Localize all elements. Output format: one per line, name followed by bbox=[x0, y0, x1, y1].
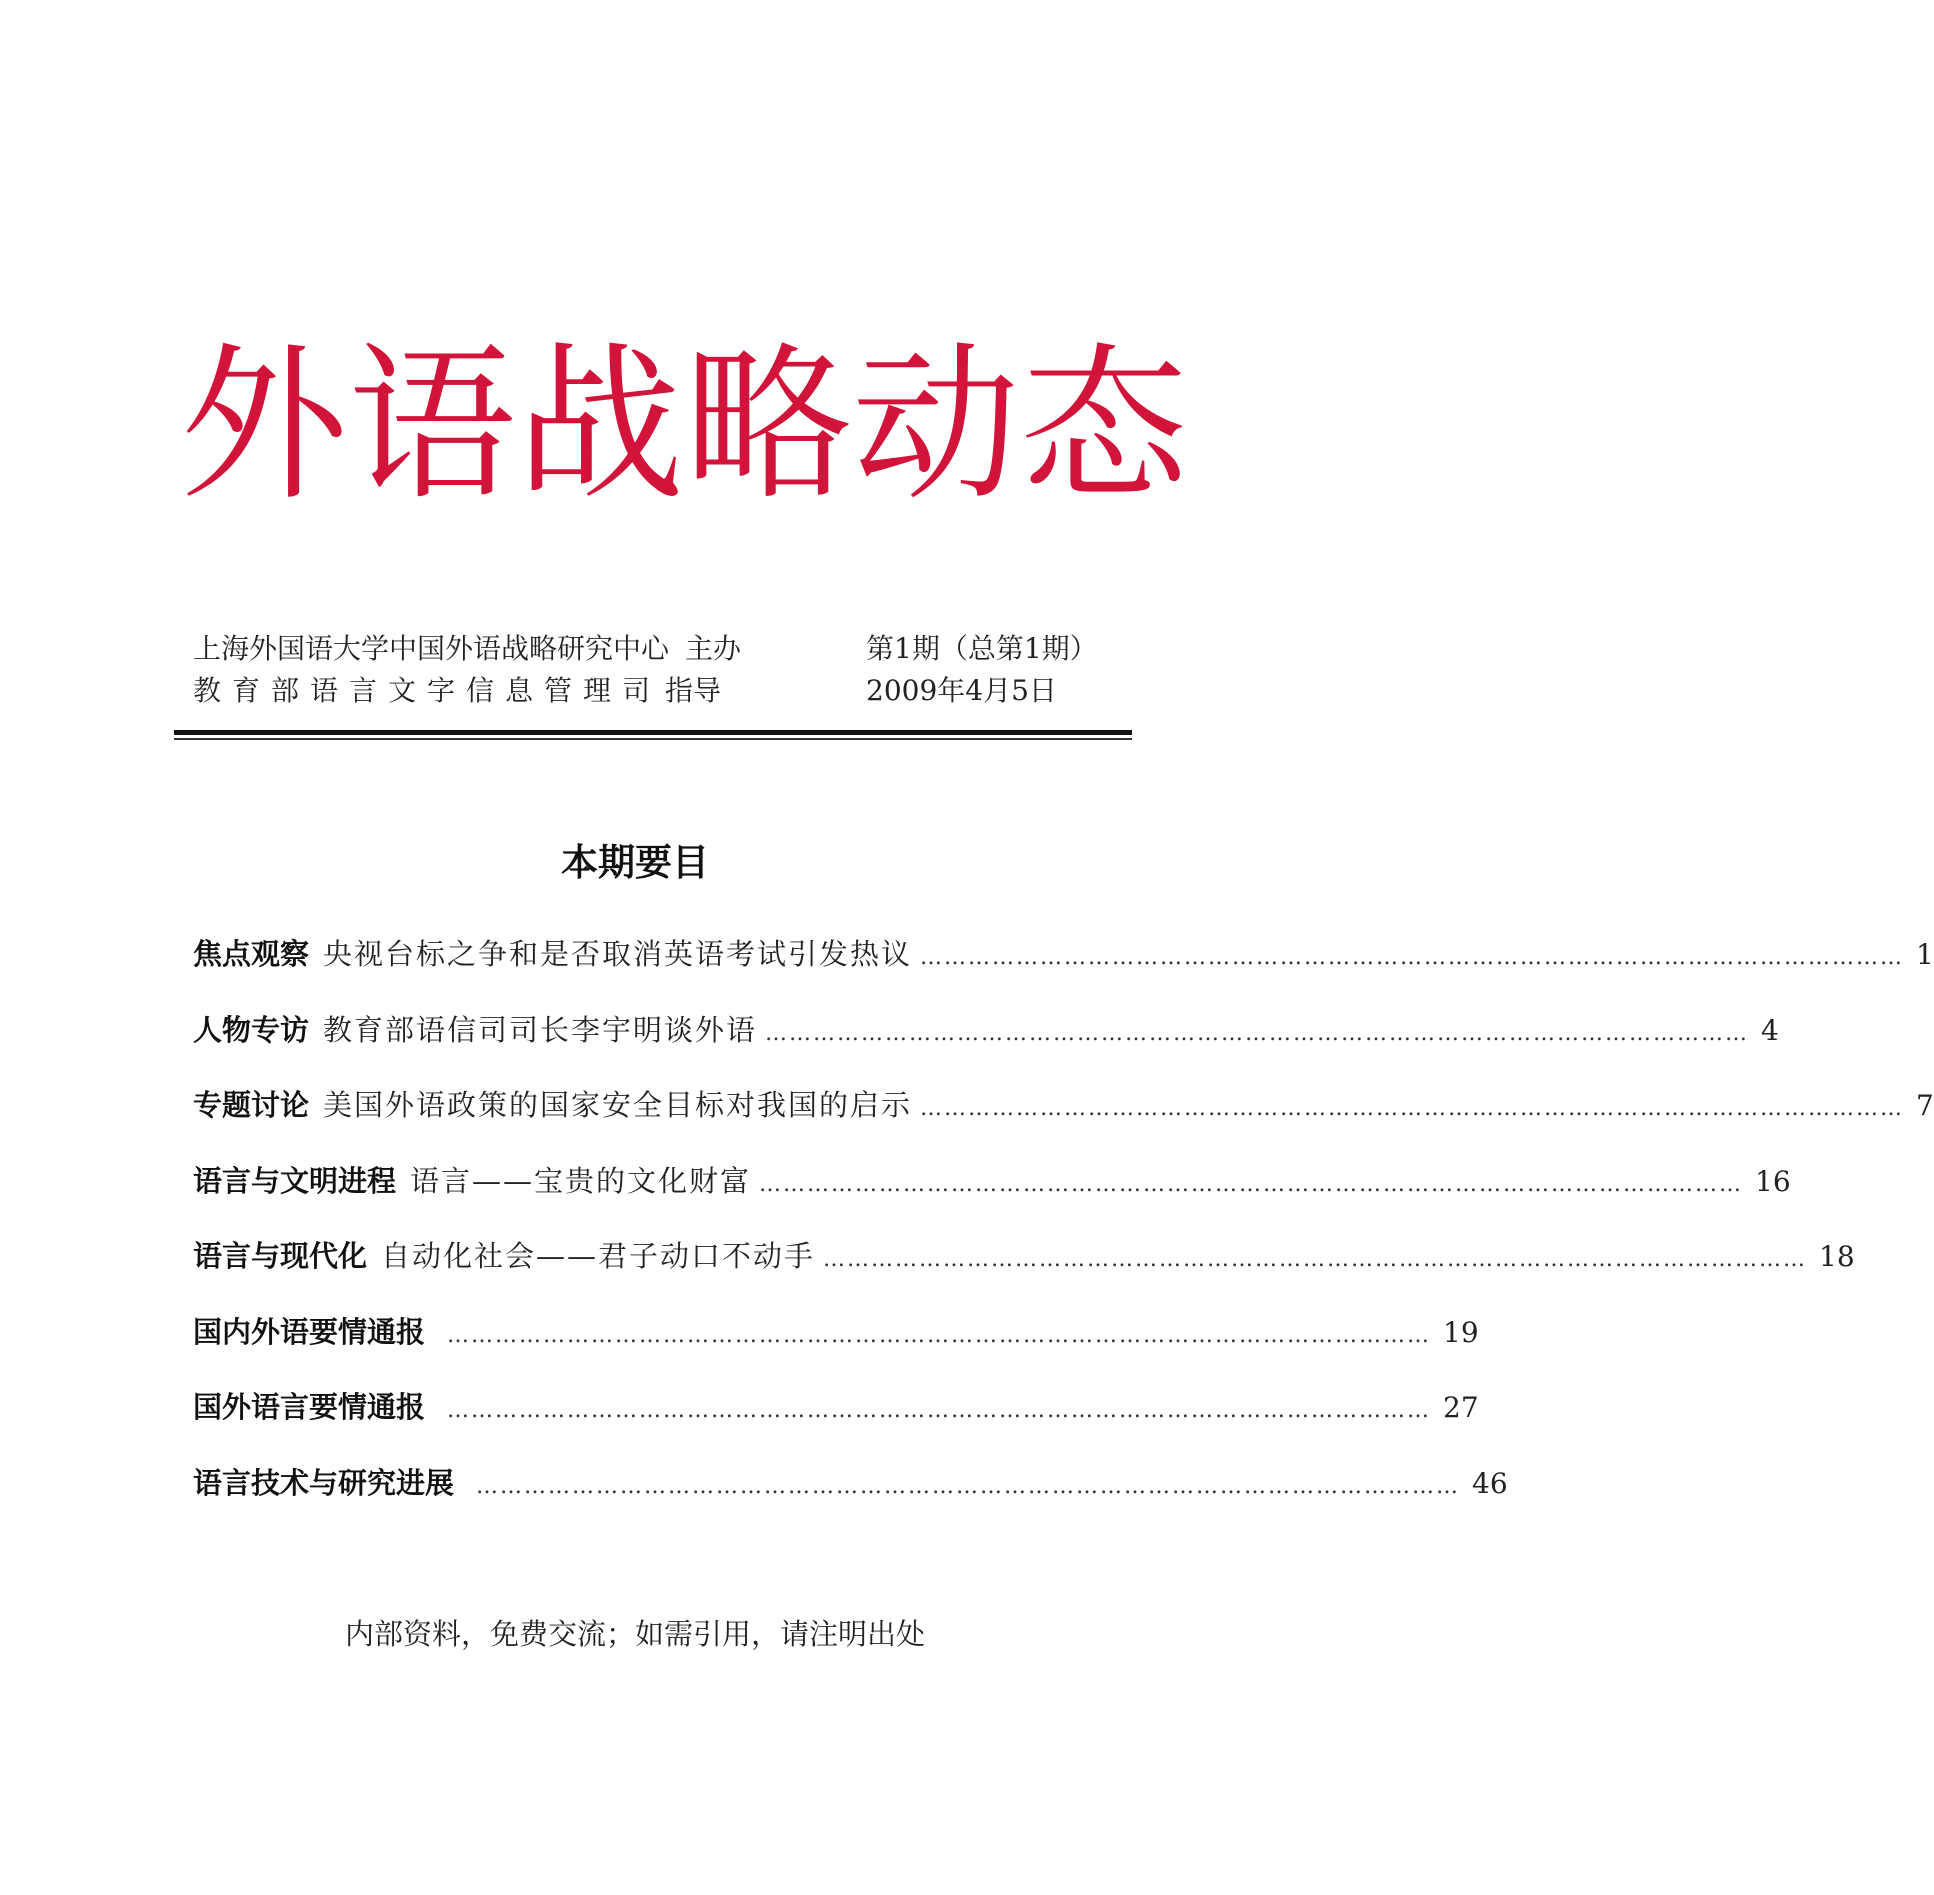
toc-leader-dots: …………………………………………………………………………………………………………… bbox=[765, 1020, 1750, 1046]
toc-category: 语言与现代化 bbox=[193, 1239, 368, 1273]
toc-page-number: 46 bbox=[1472, 1466, 1508, 1500]
toc-entry[interactable] bbox=[193, 1461, 1508, 1537]
toc-page-number: 16 bbox=[1755, 1164, 1791, 1198]
guide-role: 指导 bbox=[665, 674, 722, 707]
header-rule-thin bbox=[174, 738, 1132, 740]
toc-category: 专题讨论 bbox=[193, 1088, 310, 1122]
issue-block bbox=[866, 628, 1098, 712]
toc-page-number: 4 bbox=[1761, 1013, 1779, 1047]
masthead-char: 语 bbox=[348, 327, 516, 523]
toc-entry[interactable] bbox=[193, 1008, 1779, 1084]
guide-line bbox=[193, 670, 741, 712]
issue-number: 第1期（总第1期） bbox=[866, 632, 1098, 665]
toc-leader-dots: …………………………………………………………………………………………………………… bbox=[920, 945, 1905, 970]
toc-page-number: 7 bbox=[1916, 1089, 1934, 1122]
toc-page-number: 19 bbox=[1443, 1315, 1479, 1349]
header-rule-thick bbox=[174, 730, 1132, 735]
toc-entry[interactable] bbox=[193, 1310, 1479, 1386]
toc-article-title: 美国外语政策的国家安全目标对我国的启示 bbox=[323, 1088, 913, 1122]
toc-page-number: 1 bbox=[1916, 938, 1934, 971]
toc-leader-dots: …………………………………………………………………………………………………………… bbox=[447, 1322, 1432, 1348]
toc-category: 语言与文明进程 bbox=[193, 1163, 397, 1198]
toc-entry[interactable] bbox=[193, 1159, 1791, 1235]
masthead-title bbox=[180, 327, 1188, 523]
toc-category: 焦点观察 bbox=[193, 937, 310, 971]
toc-entry[interactable] bbox=[193, 932, 1934, 1008]
masthead-char: 战 bbox=[516, 327, 684, 523]
toc-leader-dots: …………………………………………………………………………………………………………… bbox=[476, 1473, 1461, 1499]
toc-category: 国内外语要情通报 bbox=[193, 1314, 426, 1349]
toc-leader-dots: …………………………………………………………………………………………………………… bbox=[447, 1398, 1432, 1423]
toc-category: 人物专访 bbox=[193, 1012, 310, 1047]
organizer-line bbox=[193, 628, 741, 670]
toc-entry[interactable] bbox=[193, 1083, 1934, 1159]
sponsor-block bbox=[193, 628, 741, 712]
guide-name: 教育部语言文字信息管理司 bbox=[193, 674, 662, 707]
toc-category: 语言技术与研究进展 bbox=[193, 1465, 455, 1500]
masthead-char: 外 bbox=[180, 327, 348, 523]
organizer-role: 主办 bbox=[685, 632, 742, 665]
toc-leader-dots: …………………………………………………………………………………………………………… bbox=[920, 1096, 1905, 1121]
toc-category: 国外语言要情通报 bbox=[193, 1390, 426, 1424]
toc-entry[interactable] bbox=[193, 1385, 1479, 1461]
toc-title: 本期要目 bbox=[561, 841, 709, 884]
toc-article-title: 自动化社会——君子动口不动手 bbox=[381, 1239, 816, 1273]
footer-note: 内部资料，免费交流；如需引用，请注明出处 bbox=[344, 1617, 925, 1651]
toc-page-number: 18 bbox=[1819, 1240, 1855, 1273]
toc-entry[interactable] bbox=[193, 1234, 1855, 1310]
issue-date: 2009年4月5日 bbox=[866, 674, 1057, 707]
toc-article-title: 语言——宝贵的文化财富 bbox=[410, 1163, 752, 1198]
table-of-contents bbox=[193, 932, 1934, 1536]
toc-article-title: 央视台标之争和是否取消英语考试引发热议 bbox=[323, 937, 913, 971]
toc-article-title: 教育部语信司司长李宇明谈外语 bbox=[323, 1012, 758, 1047]
toc-page-number: 27 bbox=[1443, 1391, 1479, 1424]
masthead-char: 态 bbox=[1020, 327, 1188, 523]
organizer-name: 上海外国语大学中国外语战略研究中心 bbox=[193, 632, 670, 665]
masthead-char: 动 bbox=[852, 327, 1020, 523]
masthead-char: 略 bbox=[684, 327, 852, 523]
toc-leader-dots: …………………………………………………………………………………………………………… bbox=[823, 1247, 1808, 1272]
toc-leader-dots: …………………………………………………………………………………………………………… bbox=[759, 1171, 1744, 1197]
